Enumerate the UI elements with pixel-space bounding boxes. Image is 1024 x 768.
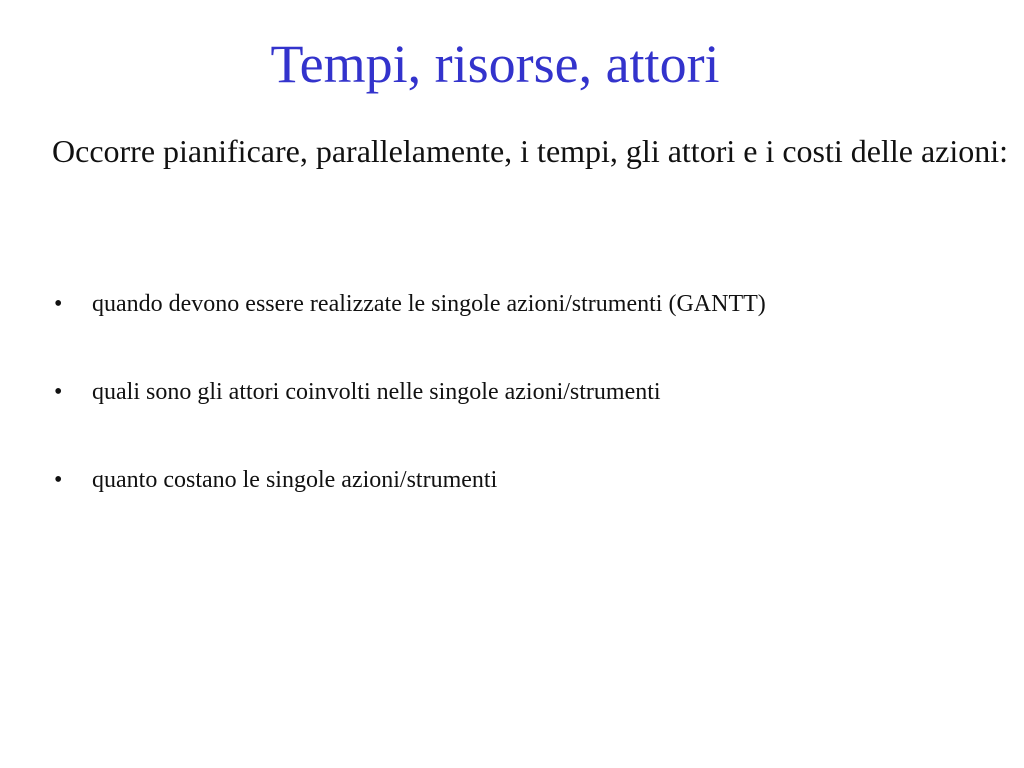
bullet-text: quando devono essere realizzate le singole azioni/strumenti (GANTT) (92, 291, 766, 317)
bullet-icon: • (54, 291, 63, 317)
list-item (52, 288, 1012, 320)
bullet-icon: • (54, 467, 63, 493)
bullet-icon: • (54, 379, 63, 405)
list-item (52, 376, 1012, 408)
bullet-text: quanto costano le singole azioni/strumenti (92, 467, 498, 493)
bullet-text: quali sono gli attori coinvolti nelle singole azioni/strumenti (92, 379, 661, 405)
list-item (52, 464, 1012, 496)
slide-title: Tempi, risorse, attori (270, 34, 720, 94)
bullet-list (52, 288, 1012, 552)
intro-text: Occorre pianificare, parallelamente, i tempi, gli attori e i costi delle azioni: (52, 133, 1009, 169)
